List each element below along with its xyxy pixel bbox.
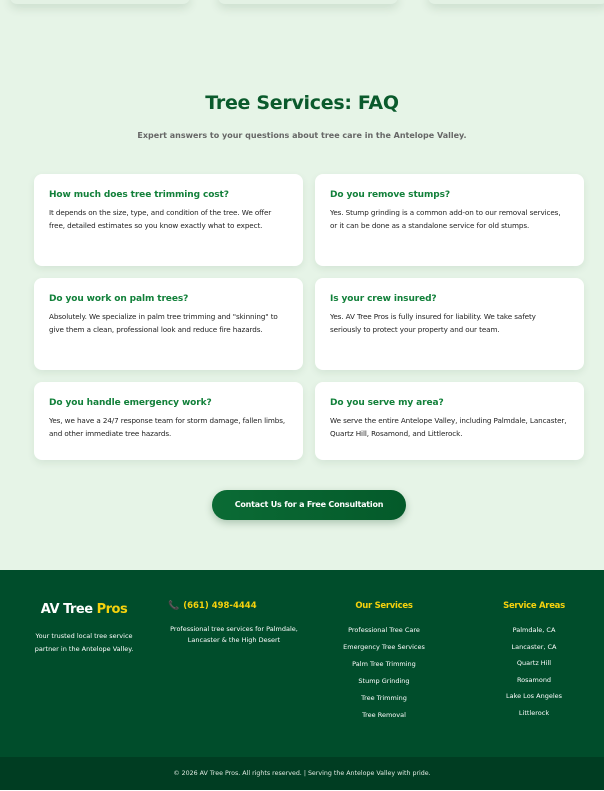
logo-text: AV Tree [40,602,97,617]
previous-section-cards-edge [0,0,604,14]
area-item: Littlerock [518,708,550,717]
area-item: Palmdale, CA [512,626,556,634]
area-item: Lake Los Angeles [505,692,563,701]
phone-icon: 📞 [168,601,180,611]
footer-copyright-bar [0,757,604,790]
faq-card [315,174,584,266]
services-link[interactable]: Emergency Tree Services [343,643,425,651]
faq-question: Do you serve my area? [330,398,444,408]
footer-description: Professional tree services for Palmdale, Lancaster & the High Desert [170,625,298,644]
logo-accent-text: Pros [96,602,128,617]
faq-answer: We serve the entire Antelope Valley, including Palmdale, Lancaster, Quartz Hill, Rosamond, and Littlerock. [330,416,567,439]
area-item: Rosamond [516,675,552,684]
faq-card [34,382,303,460]
faq-subtitle: Expert answers to your questions about tree care in the Antelope Valley. [137,131,467,140]
faq-question: How much does tree trimming cost? [49,190,229,200]
services-heading: Our Services [355,601,413,611]
footer-tagline: Your trusted local tree service partner in the Antelope Valley. [34,632,134,653]
faq-answer: Absolutely. We specialize in palm tree trimming and "skinning" to give them a clean, professional look and reduce fire hazards. [49,312,278,335]
services-link[interactable]: Stump Grinding [358,677,410,685]
faq-question: Is your crew insured? [330,294,437,304]
faq-card [34,278,303,370]
faq-answer: Yes, we have a 24/7 response team for storm damage, fallen limbs, and other immediate tree hazards. [49,416,286,439]
areas-list [484,622,584,722]
contact-cta-button[interactable]: Contact Us for a Free Consultation [212,490,406,520]
services-list [324,622,444,724]
faq-card [315,278,584,370]
services-link[interactable]: Palm Tree Trimming [352,660,416,668]
faq-answer: Yes. Stump grinding is a common add-on to our removal services, or it can be done as a standalone service for old stumps. [330,208,561,231]
area-item: Lancaster, CA [511,642,557,651]
areas-heading: Service Areas [503,601,565,611]
services-link[interactable]: Professional Tree Care [348,626,420,634]
services-link[interactable]: Tree Removal [362,711,406,719]
area-item: Quartz Hill [516,659,552,668]
phone-number: (661) 498-4444 [183,601,257,611]
faq-question: Do you work on palm trees? [49,294,189,304]
faq-answer: It depends on the size, type, and condition of the tree. We offer free, detailed estimates so you know exactly what to expect. [49,208,272,231]
copyright-text: © 2026 AV Tree Pros. All rights reserved. | Serving the Antelope Valley with pride. [173,770,431,777]
faq-card [315,382,584,460]
faq-title: Tree Services: FAQ [205,92,399,114]
faq-answer: Yes. AV Tree Pros is fully insured for liability. We take safety seriously to protect your property and our team. [330,312,536,335]
footer-logo[interactable] [0,602,168,617]
services-link[interactable]: Tree Trimming [361,694,407,702]
footer-phone-link[interactable] [168,601,257,611]
site-footer [0,570,604,757]
faq-card [34,174,303,266]
faq-question: Do you handle emergency work? [49,398,212,408]
faq-question: Do you remove stumps? [330,190,450,200]
